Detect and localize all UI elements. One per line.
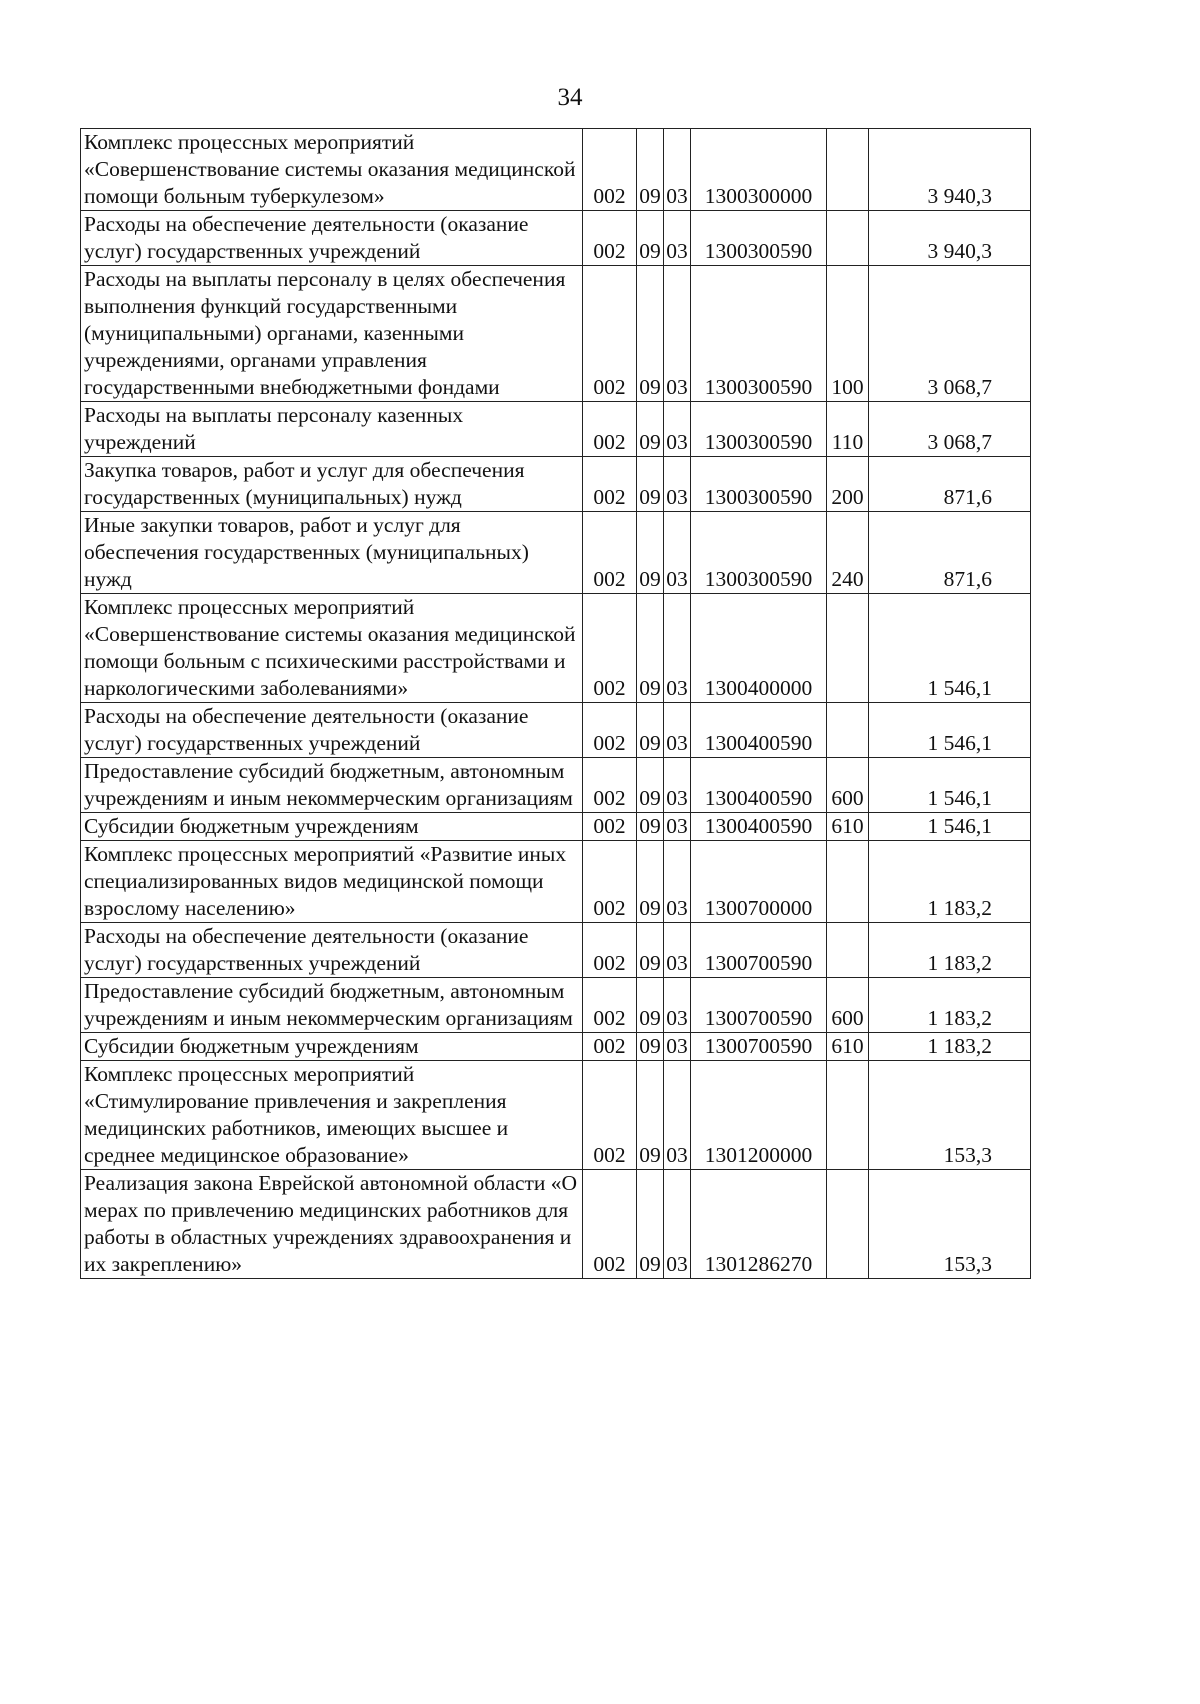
amount: 153,3	[869, 1061, 1031, 1170]
amount: 871,6	[869, 457, 1031, 512]
target-article-code: 1300700590	[691, 1033, 827, 1061]
target-article-code: 1300400590	[691, 703, 827, 758]
row-name: Предоставление субсидий бюджетным, автономным учреждениям и иным некоммерческим организациям	[81, 758, 583, 813]
table-row	[81, 129, 1031, 211]
section-code: 09	[637, 1033, 664, 1061]
ministry-code: 002	[583, 129, 637, 211]
row-name: Комплекс процессных мероприятий «Совершенствование системы оказания медицинской помощи больным туберкулезом»	[81, 129, 583, 211]
expense-type-code: 600	[827, 758, 869, 813]
target-article-code: 1300300590	[691, 211, 827, 266]
table-row	[81, 594, 1031, 703]
row-name: Расходы на обеспечение деятельности (оказание услуг) государственных учреждений	[81, 211, 583, 266]
expense-type-code	[827, 1061, 869, 1170]
target-article-code: 1300300590	[691, 402, 827, 457]
subsection-code: 03	[664, 978, 691, 1033]
expense-type-code: 200	[827, 457, 869, 512]
table-row	[81, 512, 1031, 594]
subsection-code: 03	[664, 1170, 691, 1279]
expense-type-code	[827, 923, 869, 978]
ministry-code: 002	[583, 813, 637, 841]
section-code: 09	[637, 457, 664, 512]
section-code: 09	[637, 211, 664, 266]
section-code: 09	[637, 703, 664, 758]
table-row	[81, 402, 1031, 457]
amount: 871,6	[869, 512, 1031, 594]
ministry-code: 002	[583, 1061, 637, 1170]
amount: 1 183,2	[869, 923, 1031, 978]
section-code: 09	[637, 594, 664, 703]
expense-type-code: 100	[827, 266, 869, 402]
expense-type-code: 610	[827, 1033, 869, 1061]
section-code: 09	[637, 512, 664, 594]
expense-type-code	[827, 1170, 869, 1279]
section-code: 09	[637, 923, 664, 978]
amount: 3 940,3	[869, 129, 1031, 211]
expense-type-code	[827, 594, 869, 703]
subsection-code: 03	[664, 923, 691, 978]
ministry-code: 002	[583, 1033, 637, 1061]
amount: 1 546,1	[869, 758, 1031, 813]
expense-type-code: 610	[827, 813, 869, 841]
row-name: Предоставление субсидий бюджетным, автономным учреждениям и иным некоммерческим организациям	[81, 978, 583, 1033]
section-code: 09	[637, 1061, 664, 1170]
table-row	[81, 1170, 1031, 1279]
ministry-code: 002	[583, 758, 637, 813]
amount: 1 546,1	[869, 703, 1031, 758]
amount: 3 068,7	[869, 402, 1031, 457]
subsection-code: 03	[664, 1061, 691, 1170]
amount: 3 940,3	[869, 211, 1031, 266]
row-name: Субсидии бюджетным учреждениям	[81, 1033, 583, 1061]
subsection-code: 03	[664, 402, 691, 457]
ministry-code: 002	[583, 923, 637, 978]
row-name: Расходы на выплаты персоналу казенных учреждений	[81, 402, 583, 457]
ministry-code: 002	[583, 402, 637, 457]
target-article-code: 1301286270	[691, 1170, 827, 1279]
row-name: Комплекс процессных мероприятий «Развитие иных специализированных видов медицинской помощи взрослому населению»	[81, 841, 583, 923]
amount: 1 183,2	[869, 841, 1031, 923]
subsection-code: 03	[664, 266, 691, 402]
expense-type-code	[827, 211, 869, 266]
subsection-code: 03	[664, 703, 691, 758]
expense-type-code: 110	[827, 402, 869, 457]
amount: 1 546,1	[869, 594, 1031, 703]
target-article-code: 1300400000	[691, 594, 827, 703]
amount: 3 068,7	[869, 266, 1031, 402]
amount: 153,3	[869, 1170, 1031, 1279]
section-code: 09	[637, 841, 664, 923]
row-name: Комплекс процессных мероприятий «Совершенствование системы оказания медицинской помощи больным с психическими расстройствами и наркологическими заболеваниями»	[81, 594, 583, 703]
section-code: 09	[637, 978, 664, 1033]
expense-type-code	[827, 129, 869, 211]
ministry-code: 002	[583, 211, 637, 266]
table-row	[81, 758, 1031, 813]
subsection-code: 03	[664, 129, 691, 211]
amount: 1 183,2	[869, 978, 1031, 1033]
ministry-code: 002	[583, 703, 637, 758]
table-row	[81, 841, 1031, 923]
row-name: Комплекс процессных мероприятий «Стимулирование привлечения и закрепления медицинских работников, имеющих высшее и среднее медицинское образование»	[81, 1061, 583, 1170]
table-row	[81, 1061, 1031, 1170]
target-article-code: 1300700000	[691, 841, 827, 923]
page-number: 34	[557, 84, 583, 111]
table-row	[81, 923, 1031, 978]
expense-type-code: 600	[827, 978, 869, 1033]
expense-type-code: 240	[827, 512, 869, 594]
row-name: Субсидии бюджетным учреждениям	[81, 813, 583, 841]
row-name: Реализация закона Еврейской автономной области «О мерах по привлечению медицинских работников для работы в областных учреждениях здравоохранения и их закреплению»	[81, 1170, 583, 1279]
ministry-code: 002	[583, 266, 637, 402]
target-article-code: 1300700590	[691, 923, 827, 978]
subsection-code: 03	[664, 512, 691, 594]
row-name: Закупка товаров, работ и услуг для обеспечения государственных (муниципальных) нужд	[81, 457, 583, 512]
table-row	[81, 813, 1031, 841]
target-article-code: 1300400590	[691, 758, 827, 813]
subsection-code: 03	[664, 594, 691, 703]
section-code: 09	[637, 1170, 664, 1279]
section-code: 09	[637, 129, 664, 211]
target-article-code: 1300700590	[691, 978, 827, 1033]
table-row	[81, 211, 1031, 266]
subsection-code: 03	[664, 211, 691, 266]
subsection-code: 03	[664, 813, 691, 841]
target-article-code: 1301200000	[691, 1061, 827, 1170]
expense-type-code	[827, 841, 869, 923]
subsection-code: 03	[664, 1033, 691, 1061]
expense-type-code	[827, 703, 869, 758]
amount: 1 183,2	[869, 1033, 1031, 1061]
section-code: 09	[637, 266, 664, 402]
target-article-code: 1300300590	[691, 512, 827, 594]
row-name: Расходы на обеспечение деятельности (оказание услуг) государственных учреждений	[81, 923, 583, 978]
subsection-code: 03	[664, 457, 691, 512]
ministry-code: 002	[583, 594, 637, 703]
subsection-code: 03	[664, 758, 691, 813]
row-name: Иные закупки товаров, работ и услуг для обеспечения государственных (муниципальных) нужд	[81, 512, 583, 594]
ministry-code: 002	[583, 841, 637, 923]
target-article-code: 1300300590	[691, 457, 827, 512]
ministry-code: 002	[583, 457, 637, 512]
table-row	[81, 703, 1031, 758]
budget-table	[80, 128, 1031, 1279]
ministry-code: 002	[583, 1170, 637, 1279]
target-article-code: 1300400590	[691, 813, 827, 841]
amount: 1 546,1	[869, 813, 1031, 841]
row-name: Расходы на выплаты персоналу в целях обеспечения выполнения функций государственными (муниципальными) органами, казенными учреждениями, органами управления государственными внебюджетными фондами	[81, 266, 583, 402]
target-article-code: 1300300590	[691, 266, 827, 402]
target-article-code: 1300300000	[691, 129, 827, 211]
section-code: 09	[637, 402, 664, 457]
table-row	[81, 457, 1031, 512]
section-code: 09	[637, 758, 664, 813]
ministry-code: 002	[583, 512, 637, 594]
ministry-code: 002	[583, 978, 637, 1033]
table-row	[81, 1033, 1031, 1061]
table-row	[81, 978, 1031, 1033]
row-name: Расходы на обеспечение деятельности (оказание услуг) государственных учреждений	[81, 703, 583, 758]
section-code: 09	[637, 813, 664, 841]
table-row	[81, 266, 1031, 402]
subsection-code: 03	[664, 841, 691, 923]
